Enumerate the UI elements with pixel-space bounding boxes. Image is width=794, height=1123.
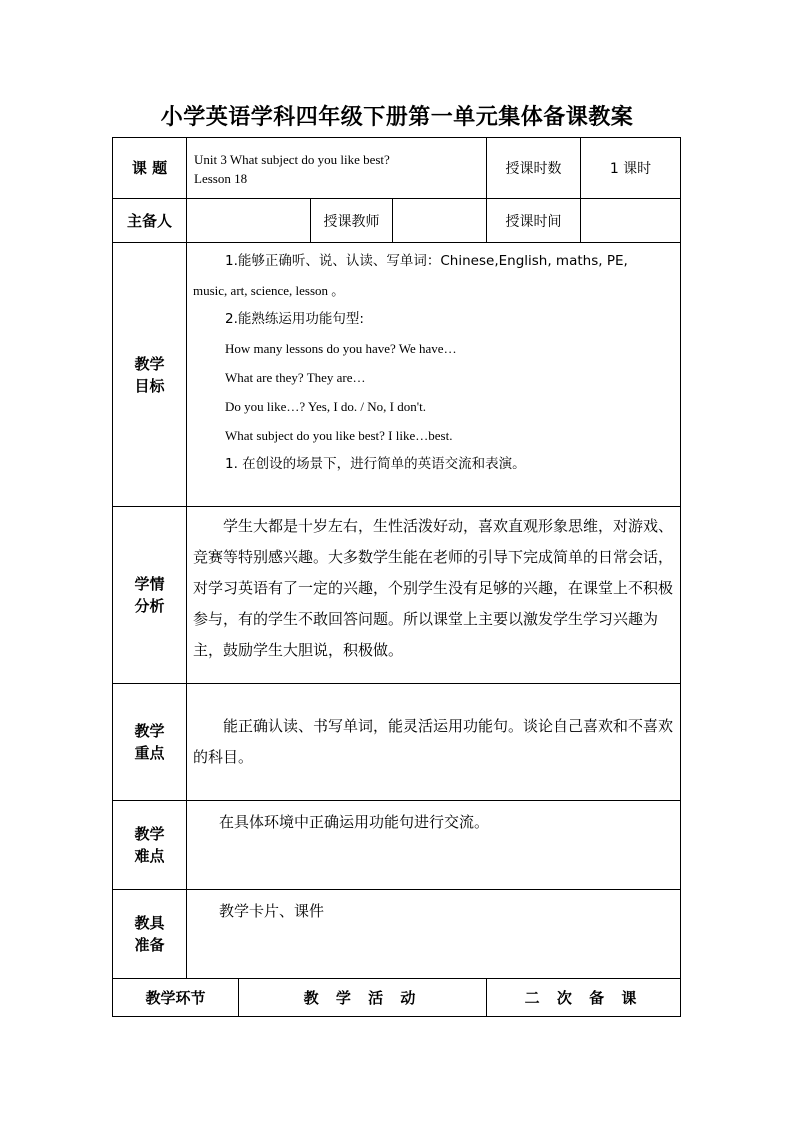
topic-row bbox=[113, 138, 681, 199]
analysis-label-line1: 学情 bbox=[134, 575, 165, 593]
teacher-label: 授课教师 bbox=[311, 199, 393, 243]
topic-cell bbox=[187, 138, 487, 199]
time-label: 授课时间 bbox=[487, 199, 581, 243]
topic-lesson: Lesson 18 bbox=[194, 171, 248, 186]
goal-line: 2.能熟练运用功能句型: bbox=[225, 311, 364, 327]
analysis-label-line2: 分析 bbox=[134, 597, 165, 615]
goals-label-line1: 教学 bbox=[134, 354, 165, 373]
revision-header: 二 次 备 课 bbox=[487, 979, 681, 1017]
difficulty-row bbox=[113, 801, 681, 890]
goal-line: 1. 在创设的场景下，进行简单的英语交流和表演。 bbox=[225, 456, 526, 472]
lesson-plan-table bbox=[112, 137, 681, 1017]
goals-row bbox=[113, 243, 681, 507]
materials-label-line1: 教具 bbox=[134, 914, 165, 932]
time-value bbox=[581, 199, 681, 243]
topic-label: 课 题 bbox=[113, 138, 187, 199]
difficulty-text: 在具体环境中正确运用功能句进行交流。 bbox=[187, 801, 681, 890]
key-label-line1: 教学 bbox=[134, 722, 165, 740]
teacher-value bbox=[393, 199, 487, 243]
preparer-row bbox=[113, 199, 681, 243]
difficulty-label bbox=[113, 801, 187, 890]
analysis-row bbox=[113, 507, 681, 684]
materials-text: 教学卡片、课件 bbox=[187, 890, 681, 979]
goal-line: What are they? They are… bbox=[225, 370, 366, 385]
goal-line: What subject do you like best? I like…best. bbox=[225, 428, 453, 443]
goal-line: Do you like…? Yes, I do. / No, I don't. bbox=[225, 399, 426, 414]
key-label-line2: 重点 bbox=[134, 744, 165, 762]
footer-row bbox=[113, 979, 681, 1017]
goal-line: How many lessons do you have? We have… bbox=[225, 341, 457, 356]
key-row bbox=[113, 684, 681, 801]
goals-label-line2: 目标 bbox=[134, 376, 165, 395]
preparer-value bbox=[187, 199, 311, 243]
key-label bbox=[113, 684, 187, 801]
analysis-label bbox=[113, 507, 187, 684]
goals-label bbox=[113, 243, 187, 507]
hours-label: 授课时数 bbox=[487, 138, 581, 199]
hours-value: 1 课时 bbox=[581, 138, 681, 199]
key-text: 能正确认读、书写单词，能灵活运用功能句。谈论自己喜欢和不喜欢的科目。 bbox=[187, 684, 681, 801]
page-title: 小学英语学科四年级下册第一单元集体备课教案 bbox=[160, 105, 634, 130]
stage-header: 教学环节 bbox=[113, 979, 239, 1017]
difficulty-label-line2: 难点 bbox=[134, 847, 165, 865]
materials-label-line2: 准备 bbox=[134, 936, 165, 954]
analysis-text: 学生大都是十岁左右，生性活泼好动，喜欢直观形象思维，对游戏、竞赛等特别感兴趣。大多数学生能在老师的引导下完成简单的日常会话，对学习英语有了一定的兴趣，个别学生没有足够的兴趣，在课堂上不积极参与，有的学生不敢回答问题。所以课堂上主要以激发学生学习兴趣为主，鼓励学生大胆说，积极做。 bbox=[187, 507, 681, 684]
goal-line: music, art, science, lesson 。 bbox=[193, 283, 345, 298]
difficulty-label-line1: 教学 bbox=[134, 825, 165, 843]
topic-unit: Unit 3 What subject do you like best? bbox=[194, 152, 390, 167]
materials-label bbox=[113, 890, 187, 979]
goals-content bbox=[187, 243, 681, 507]
preparer-label: 主备人 bbox=[113, 199, 187, 243]
goal-line: 1.能够正确听、说、认读、写单词：Chinese,English, maths, PE, bbox=[225, 253, 628, 269]
materials-row bbox=[113, 890, 681, 979]
activity-header: 教 学 活 动 bbox=[239, 979, 487, 1017]
